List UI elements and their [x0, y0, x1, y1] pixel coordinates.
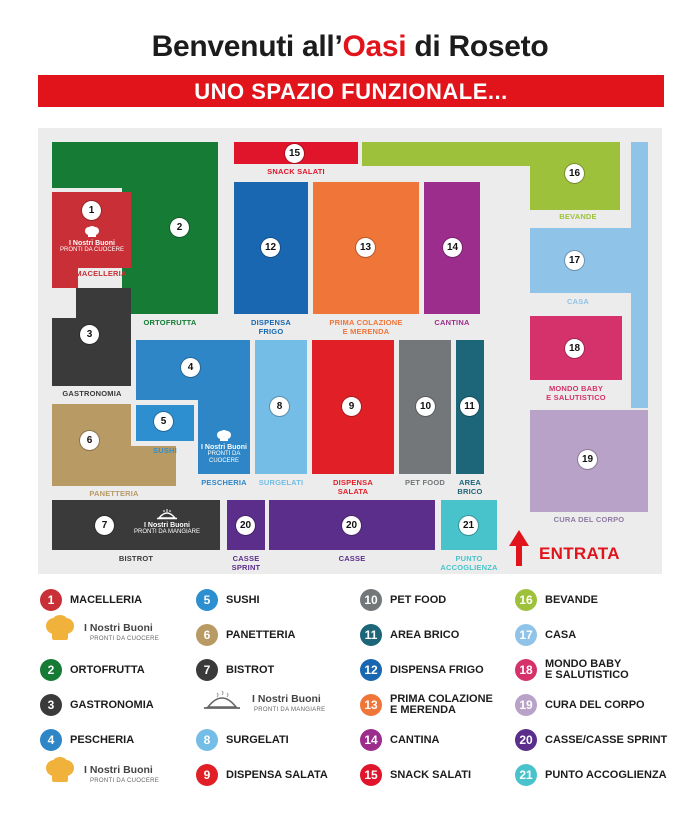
- legend-number: 2: [40, 659, 62, 681]
- zone-2-number: 2: [170, 218, 189, 237]
- legend-number: 4: [40, 729, 62, 751]
- zone-13-label: PRIMA COLAZIONE E MERENDA: [329, 318, 403, 336]
- legend-label: PESCHERIA: [70, 734, 135, 746]
- legend-label: CURA DEL CORPO: [545, 699, 645, 711]
- zone-1-label: MACELLERIA: [75, 269, 127, 278]
- legend-label: SNACK SALATI: [390, 769, 472, 781]
- legend-label: GASTRONOMIA: [70, 699, 154, 711]
- legend-number: 21: [515, 764, 537, 786]
- bistrot-brand-badge: [132, 509, 202, 536]
- zone-11-label: AREA BRICO: [457, 478, 483, 496]
- zone-18-number: 18: [565, 339, 584, 358]
- subtitle-banner: UNO SPAZIO FUNZIONALE...: [38, 75, 664, 107]
- legend-label: MONDO BABY E SALUTISTICO: [545, 658, 629, 681]
- legend-number: 20: [515, 729, 537, 751]
- zone-20b-number: 20: [342, 516, 361, 535]
- legend-number: 12: [360, 659, 382, 681]
- bistrot-brand-sub: PRONTI DA MANGIARE: [133, 529, 200, 535]
- page-title: [0, 30, 700, 64]
- macelleria-brand-badge: [56, 226, 128, 254]
- zone-15-number: 15: [285, 144, 304, 163]
- zone-18-label: MONDO BABY E SALUTISTICO: [546, 384, 606, 402]
- legend-label: CASA: [545, 629, 577, 641]
- zone-21-number: 21: [459, 516, 478, 535]
- zone-20b-label: CASSE: [338, 554, 366, 563]
- legend-number: 6: [196, 624, 218, 646]
- zone-17-strip[interactable]: [631, 142, 648, 408]
- zone-9-label: DISPENSA SALATA: [333, 478, 373, 496]
- legend-number: 19: [515, 694, 537, 716]
- zone-19-number: 19: [578, 450, 597, 469]
- legend-number: 18: [515, 659, 537, 681]
- zone-5-label: SUSHI: [153, 446, 177, 455]
- bistrot-brand-name: I Nostri Buoni: [144, 522, 190, 529]
- entrance-label: ENTRATA: [539, 544, 620, 563]
- chef-hat-icon: [44, 756, 76, 788]
- zone-8-number: 8: [270, 397, 289, 416]
- legend-label: CASSE/CASSE SPRINT: [545, 734, 668, 746]
- legend-label: SUSHI: [226, 594, 260, 606]
- zone-5-number: 5: [154, 412, 173, 431]
- legend-number: 10: [360, 589, 382, 611]
- zone-17-label: CASA: [566, 297, 590, 306]
- zone-13-number: 13: [356, 238, 375, 257]
- zone-7-label: BISTROT: [118, 554, 154, 563]
- zone-3-number: 3: [80, 325, 99, 344]
- zone-17-number: 17: [565, 251, 584, 270]
- legend-brand-sub: PRONTI DA MANGIARE: [254, 707, 326, 713]
- zone-15-label: SNACK SALATI: [267, 167, 325, 176]
- legend-label: SURGELATI: [226, 734, 289, 746]
- zone-20a-number: 20: [236, 516, 255, 535]
- legend-number: 1: [40, 589, 62, 611]
- pescheria-brand-name: I Nostri Buoni: [201, 444, 247, 451]
- title-prefix: Benvenuti all’: [151, 30, 343, 63]
- legend-label: AREA BRICO: [390, 629, 460, 641]
- legend-number: 7: [196, 659, 218, 681]
- zone-16-number: 16: [565, 164, 584, 183]
- legend-number: 16: [515, 589, 537, 611]
- zone-4-label: PESCHERIA: [201, 478, 247, 487]
- legend-brand-name: I Nostri Buoni: [84, 622, 153, 634]
- legend-label: CANTINA: [390, 734, 440, 746]
- zone-8-label: SURGELATI: [258, 478, 304, 487]
- zone-3-label: GASTRONOMIA: [62, 389, 122, 398]
- zone-9-number: 9: [342, 397, 361, 416]
- entrance-arrow-icon: [509, 530, 529, 566]
- macelleria-brand-name: I Nostri Buoni: [69, 240, 115, 247]
- legend-number: 17: [515, 624, 537, 646]
- legend-number: 9: [196, 764, 218, 786]
- chef-hat-icon: [44, 614, 76, 646]
- title-highlight: Oasi: [342, 30, 407, 63]
- zone-21-label: PUNTO ACCOGLIENZA: [440, 554, 498, 572]
- zone-7-number: 7: [95, 516, 114, 535]
- legend-label: PET FOOD: [390, 594, 447, 606]
- zone-14-number: 14: [443, 238, 462, 257]
- legend-label: BISTROT: [226, 664, 275, 676]
- legend-label: PRIMA COLAZIONE E MERENDA: [390, 693, 493, 716]
- zone-6-number: 6: [80, 431, 99, 450]
- legend-number: 5: [196, 589, 218, 611]
- zone-4-number: 4: [181, 358, 200, 377]
- title-suffix: di Roseto: [406, 30, 549, 63]
- zone-16-label: BEVANDE: [559, 212, 597, 221]
- store-map: [38, 128, 662, 574]
- zone-2-label: ORTOFRUTTA: [143, 318, 197, 327]
- chef-hat-icon: [84, 226, 100, 238]
- legend-brand-sub: PRONTI DA CUOCERE: [90, 636, 160, 642]
- zone-11-number: 11: [460, 397, 479, 416]
- legend-label: DISPENSA FRIGO: [390, 664, 484, 676]
- legend-label: BEVANDE: [545, 594, 598, 606]
- zone-20a-label: CASSE SPRINT: [231, 554, 261, 572]
- legend-number: 8: [196, 729, 218, 751]
- legend-brand-name: I Nostri Buoni: [84, 764, 153, 776]
- zone-10-label: PET FOOD: [405, 478, 445, 487]
- legend-number: 13: [360, 694, 382, 716]
- legend-number: 14: [360, 729, 382, 751]
- zone-12-number: 12: [261, 238, 280, 257]
- zone-14-label: CANTINA: [434, 318, 470, 327]
- legend-brand-sub: PRONTI DA CUOCERE: [90, 778, 160, 784]
- pescheria-brand-sub: PRONTI DA CUOCERE: [207, 451, 241, 464]
- legend-label: DISPENSA SALATA: [226, 769, 328, 781]
- pescheria-brand-badge: [200, 430, 248, 465]
- legend-number: 3: [40, 694, 62, 716]
- legend-number: 11: [360, 624, 382, 646]
- zone-12-label: DISPENSA FRIGO: [251, 318, 291, 336]
- legend-label: PANETTERIA: [226, 629, 296, 641]
- legend-number: 15: [360, 764, 382, 786]
- serving-dish-icon: [202, 690, 242, 712]
- zone-19-label: CURA DEL CORPO: [553, 515, 625, 524]
- zone-6-label: PANETTERIA: [89, 489, 139, 498]
- zone-1-number: 1: [82, 201, 101, 220]
- chef-hat-icon: [216, 430, 232, 442]
- legend-brand-name: I Nostri Buoni: [252, 693, 321, 705]
- serving-dish-icon: [156, 509, 178, 520]
- legend-label: MACELLERIA: [70, 594, 143, 606]
- zone-10-number: 10: [416, 397, 435, 416]
- legend-label: ORTOFRUTTA: [70, 664, 145, 676]
- legend-label: PUNTO ACCOGLIENZA: [545, 769, 667, 781]
- macelleria-brand-sub: PRONTI DA CUOCERE: [59, 247, 124, 253]
